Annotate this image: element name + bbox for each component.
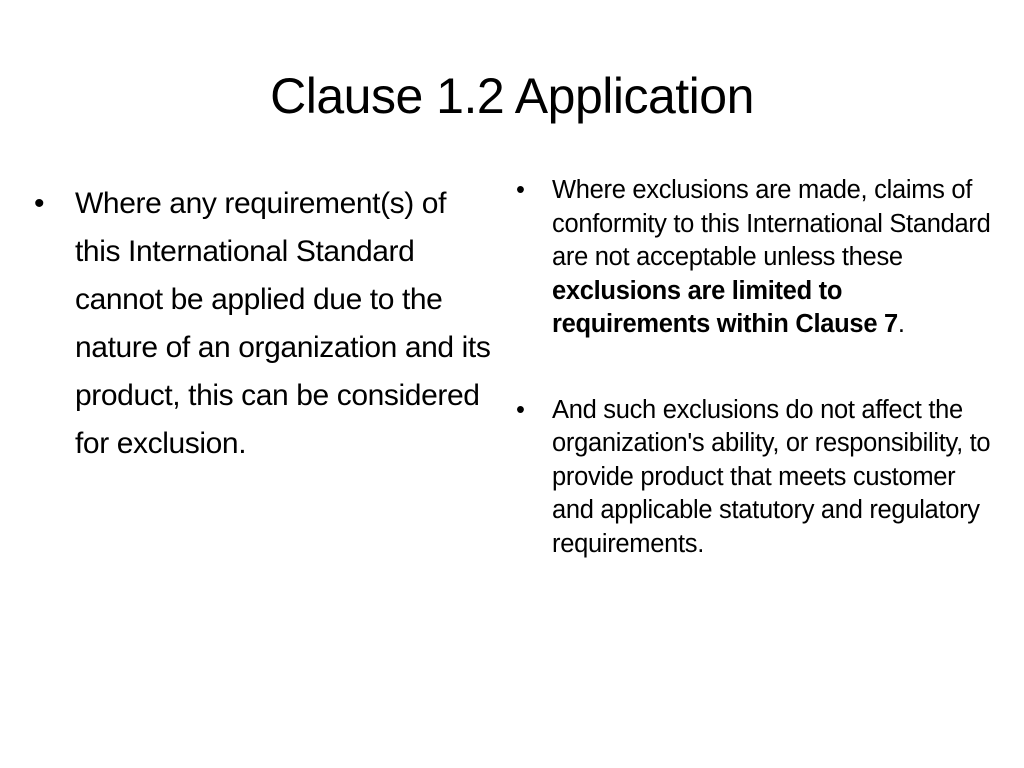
bullet-icon: • [516, 176, 525, 204]
left-bullet-text: Where any requirement(s) of this International Standard cannot be applied due to the nature of an organization and its product, this can be considered for exclusion. [75, 187, 491, 460]
bullet-icon: • [34, 187, 45, 220]
bullet-icon: • [516, 395, 525, 424]
right-column [512, 174, 1002, 561]
left-bullet-item [30, 180, 492, 468]
slide-title: Clause 1.2 Application [270, 68, 754, 124]
right-bullet-item-ability [512, 394, 1002, 562]
right-bullet-text-bold: exclusions are limited to requirements within Clause 7 [552, 276, 898, 338]
right-bullet-text: And such exclusions do not affect the organization's ability, or responsibility, to provide product that meets customer and applicable statutory and regulatory requirements. [552, 395, 991, 558]
right-bullet-text-after: . [897, 310, 905, 338]
right-bullet-item-exclusions [512, 174, 1002, 342]
left-column [30, 180, 492, 468]
right-bullet-text-before: Where exclusions are made, claims of conformity to this International Standard are not acceptable unless these [552, 176, 991, 271]
